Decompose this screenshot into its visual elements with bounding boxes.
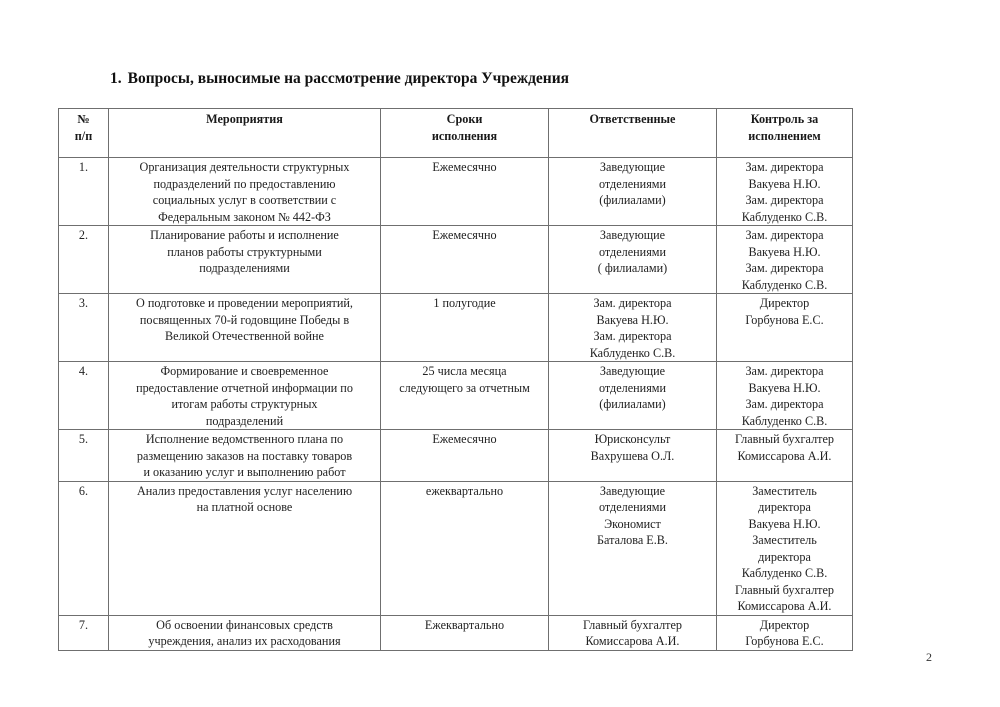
table-row [59, 430, 853, 482]
cell-line: директора [758, 549, 811, 564]
cell-line: Зам. директора [745, 261, 824, 275]
header-responsible-line: Ответственные [589, 112, 676, 126]
cell-line: подразделений [205, 413, 284, 428]
cell-line: Каблуденко С.В. [589, 345, 676, 360]
section-number: 1. [110, 70, 122, 87]
cell-term [381, 481, 549, 615]
table-row [59, 294, 853, 362]
cell-responsible [549, 294, 717, 362]
cell-line: Главный бухгалтер [582, 617, 682, 632]
cell-line: отделениями [598, 500, 667, 514]
cell-line: Федеральным законом № 442-ФЗ [158, 209, 331, 224]
cell-control [717, 294, 853, 362]
cell-term [381, 294, 549, 362]
cell-line: Комиссарова А.И. [585, 634, 680, 648]
cell-line: Комиссарова А.И. [737, 599, 832, 613]
cell-line: Великой Отечественной войне [165, 329, 324, 343]
cell-line: Заведующие [599, 364, 666, 378]
header-term-line: Сроки [446, 112, 483, 126]
cell-line: Директор [759, 617, 810, 632]
agenda-table [58, 108, 853, 651]
cell-line: Ежемесячно [432, 160, 497, 174]
cell-line: Организация деятельности структурных [139, 160, 350, 174]
section-title: Вопросы, выносимые на рассмотрение директора Учреждения [127, 70, 570, 87]
cell-line: итогам работы структурных [171, 397, 318, 411]
header-control [717, 109, 853, 158]
cell-term [381, 158, 549, 226]
cell-event [109, 481, 381, 615]
cell-line: Юрисконсульт [594, 432, 671, 446]
cell-line: предоставление отчетной информации по [136, 380, 353, 395]
header-event-line: Мероприятия [206, 112, 283, 126]
cell-line: Каблуденко С.В. [741, 209, 828, 224]
header-control-line: Контроль за [750, 112, 819, 126]
cell-event [109, 294, 381, 362]
cell-num: 4. [59, 362, 109, 430]
cell-line: отделениями [598, 244, 667, 259]
cell-line: Директор [759, 296, 810, 310]
cell-control [717, 615, 853, 650]
header-control-line: исполнением [748, 128, 821, 143]
cell-line: следующего за отчетным [399, 380, 530, 395]
cell-line: отделениями [598, 176, 667, 191]
page-number: 2 [926, 650, 932, 664]
cell-line: Анализ предоставления услуг населению [136, 483, 353, 498]
cell-control [717, 226, 853, 294]
cell-line: Формирование и своевременное [160, 364, 329, 378]
section-heading [110, 70, 569, 88]
cell-line: Ежемесячно [432, 432, 497, 446]
table-header-row [59, 109, 853, 158]
cell-line: 25 числа месяца [422, 364, 507, 378]
cell-line: (филиалами) [599, 193, 666, 207]
cell-line: Об освоении финансовых средств [156, 617, 333, 632]
cell-term [381, 362, 549, 430]
cell-line: Заведующие [599, 228, 666, 242]
cell-term [381, 226, 549, 294]
header-responsible [549, 109, 717, 158]
header-event [109, 109, 381, 158]
cell-line: и оказанию услуг и выполнению работ [143, 465, 346, 479]
cell-responsible [549, 226, 717, 294]
cell-line: отделениями [598, 380, 667, 395]
cell-event [109, 430, 381, 482]
cell-responsible [549, 430, 717, 482]
cell-line: Экономист [604, 516, 661, 531]
cell-line: планов работы структурными [167, 244, 322, 259]
cell-control [717, 481, 853, 615]
table-row [59, 158, 853, 226]
cell-line: учреждения, анализ их расходования [148, 634, 341, 648]
cell-control [717, 158, 853, 226]
cell-line: Ежеквартально [424, 617, 505, 632]
cell-num: 5. [59, 430, 109, 482]
cell-num: 1. [59, 158, 109, 226]
cell-line: Зам. директора [745, 193, 824, 207]
cell-line: подразделениями [199, 261, 290, 275]
header-num-line: п/п [74, 128, 93, 143]
cell-responsible [549, 158, 717, 226]
cell-line: размещению заказов на поставку товаров [136, 448, 353, 463]
header-num-line: № [77, 112, 90, 126]
cell-line: Вакуева Н.Ю. [748, 516, 821, 531]
cell-line: Зам. директора [745, 228, 824, 242]
cell-line: Комиссарова А.И. [737, 448, 832, 463]
cell-event [109, 615, 381, 650]
cell-line: Каблуденко С.В. [741, 566, 828, 580]
cell-line: Зам. директора [745, 160, 824, 174]
cell-line: Горбунова Е.С. [745, 312, 824, 327]
cell-line: Заведующие [599, 160, 666, 174]
cell-line: Горбунова Е.С. [745, 634, 824, 648]
cell-line: О подготовке и проведении мероприятий, [136, 296, 353, 310]
cell-line: Зам. директора [593, 329, 672, 343]
cell-event [109, 226, 381, 294]
table-row [59, 615, 853, 650]
cell-num: 3. [59, 294, 109, 362]
table-row [59, 481, 853, 615]
cell-line: Главный бухгалтер [734, 582, 834, 597]
header-term [381, 109, 549, 158]
header-num [59, 109, 109, 158]
cell-line: Вакуева Н.Ю. [748, 244, 821, 259]
table-row [59, 362, 853, 430]
cell-line: Ежемесячно [432, 228, 497, 242]
cell-control [717, 362, 853, 430]
cell-term [381, 430, 549, 482]
cell-line: Заместитель [752, 533, 817, 547]
cell-line: Исполнение ведомственного плана по [145, 432, 344, 446]
cell-responsible [549, 481, 717, 615]
cell-line: Вакуева Н.Ю. [748, 380, 821, 395]
cell-num: 7. [59, 615, 109, 650]
cell-responsible [549, 615, 717, 650]
cell-line: ( филиалами) [597, 261, 668, 275]
cell-line: директора [758, 500, 811, 514]
cell-event [109, 362, 381, 430]
cell-term [381, 615, 549, 650]
cell-line: Каблуденко С.В. [741, 277, 828, 292]
cell-num: 6. [59, 481, 109, 615]
cell-line: Заместитель [752, 483, 817, 498]
cell-line: Вакуева Н.Ю. [748, 176, 821, 191]
cell-line: Каблуденко С.В. [741, 413, 828, 428]
cell-line: подразделений по предоставлению [153, 176, 336, 191]
cell-line: посвященных 70-й годовщине Победы в [139, 312, 350, 327]
cell-line: Зам. директора [593, 296, 672, 310]
cell-line: Баталова Е.В. [597, 533, 668, 547]
cell-line: (филиалами) [599, 397, 666, 411]
cell-line: Заведующие [599, 483, 666, 498]
cell-line: ежеквартально [425, 483, 504, 498]
header-term-line: исполнения [431, 128, 498, 143]
cell-line: социальных услуг в соответствии с [152, 193, 337, 207]
cell-num: 2. [59, 226, 109, 294]
cell-line: Главный бухгалтер [734, 432, 834, 446]
cell-line: 1 полугодие [433, 296, 496, 310]
cell-line: Вакуева Н.Ю. [596, 312, 669, 327]
cell-line: на платной основе [196, 500, 293, 514]
cell-line: Вахрушева О.Л. [590, 448, 675, 463]
cell-event [109, 158, 381, 226]
cell-line: Планирование работы и исполнение [150, 228, 339, 242]
cell-line: Зам. директора [745, 397, 824, 411]
cell-line: Зам. директора [745, 364, 824, 378]
cell-control [717, 430, 853, 482]
table-row [59, 226, 853, 294]
cell-responsible [549, 362, 717, 430]
